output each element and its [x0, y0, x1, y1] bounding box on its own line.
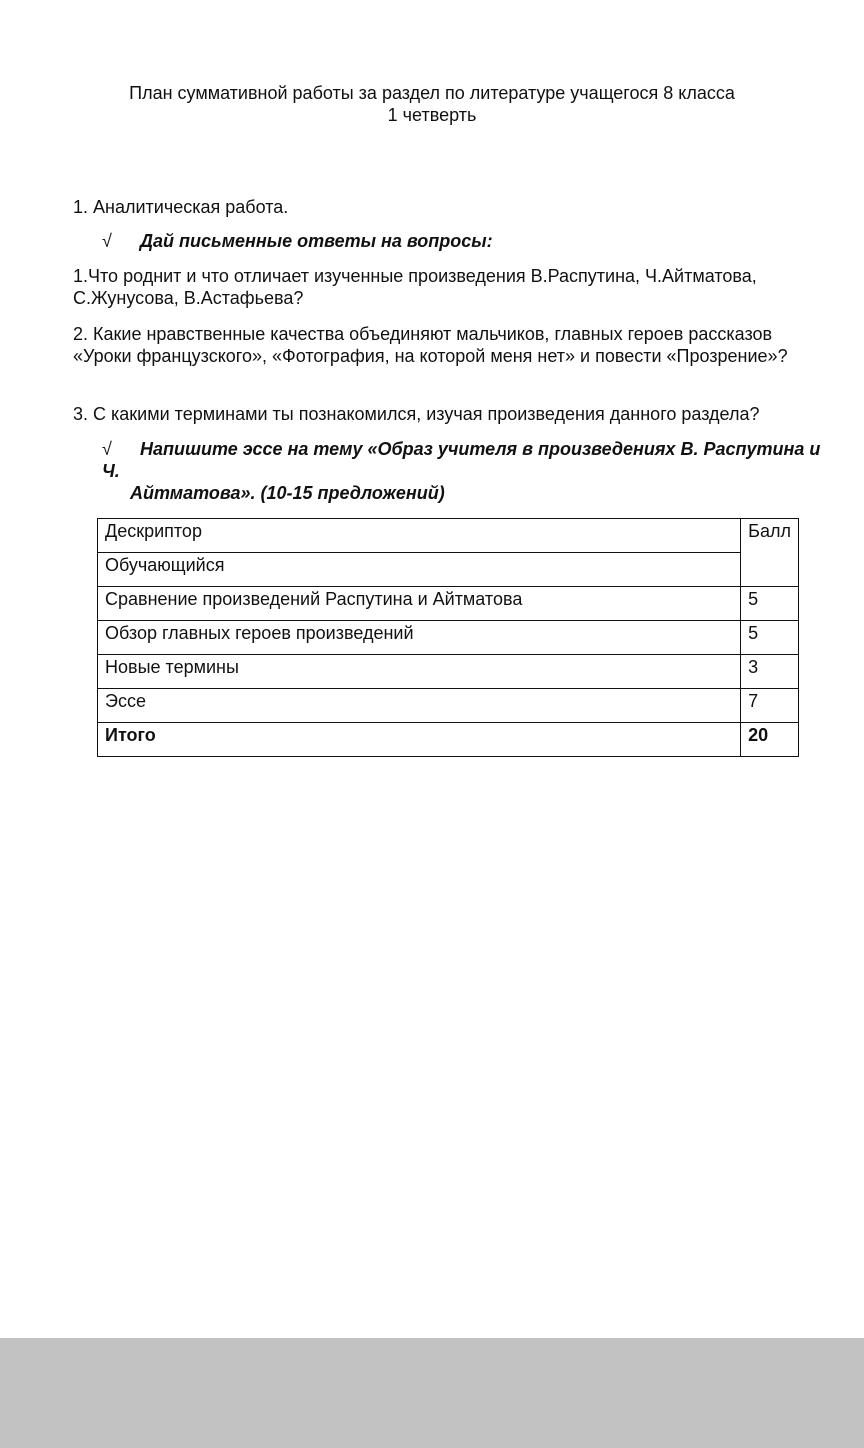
row-score: 5: [741, 621, 799, 655]
row-label: Новые термины: [98, 655, 741, 689]
row-label: Обзор главных героев произведений: [98, 621, 741, 655]
table-row: [98, 621, 799, 655]
task-instruction-2: [102, 438, 822, 504]
table-row: [98, 689, 799, 723]
row-label: Сравнение произведений Распутина и Айтматова: [98, 587, 741, 621]
total-score: 20: [741, 723, 799, 757]
question-2: 2. Какие нравственные качества объединяют мальчиков, главных героев рассказов «Уроки французского», «Фотография, на которой меня нет» и повести «Прозрение»?: [73, 324, 788, 366]
row-label: Эссе: [98, 689, 741, 723]
question-1: 1.Что роднит и что отличает изученные произведения В.Распутина, Ч.Айтматова, С.Жунусова, В.Астафьева?: [73, 266, 757, 308]
task-1-text: Дай письменные ответы на вопросы:: [140, 231, 493, 251]
table-subheader-row: [98, 553, 799, 587]
section-heading: 1. Аналитическая работа.: [73, 197, 289, 217]
row-score: 3: [741, 655, 799, 689]
task-instruction-1: [102, 230, 862, 252]
row-score: 7: [741, 689, 799, 723]
table-row: [98, 587, 799, 621]
header-descriptor: Дескриптор: [98, 519, 741, 553]
check-mark-icon: √: [102, 231, 112, 251]
bottom-gray-bar: [0, 1338, 864, 1448]
total-label: Итого: [98, 723, 741, 757]
table-total-row: [98, 723, 799, 757]
header-score: Балл: [741, 519, 799, 587]
table-row: [98, 655, 799, 689]
title-line-1: План суммативной работы за раздел по литературе учащегося 8 класса: [129, 83, 735, 103]
row-score: 5: [741, 587, 799, 621]
document-title: [0, 82, 864, 126]
descriptor-table: [97, 518, 799, 757]
task-2-text-line-1: Напишите эссе на тему «Образ учителя в произведениях В. Распутина и Ч.: [102, 439, 821, 481]
table-header-row: [98, 519, 799, 553]
task-2-text-line-2: Айтматова». (10-15 предложений): [130, 483, 445, 503]
title-line-2: 1 четверть: [387, 105, 477, 125]
question-3: 3. С какими терминами ты познакомился, изучая произведения данного раздела?: [73, 404, 760, 424]
header-learner: Обучающийся: [98, 553, 741, 587]
check-mark-icon: √: [102, 439, 112, 459]
